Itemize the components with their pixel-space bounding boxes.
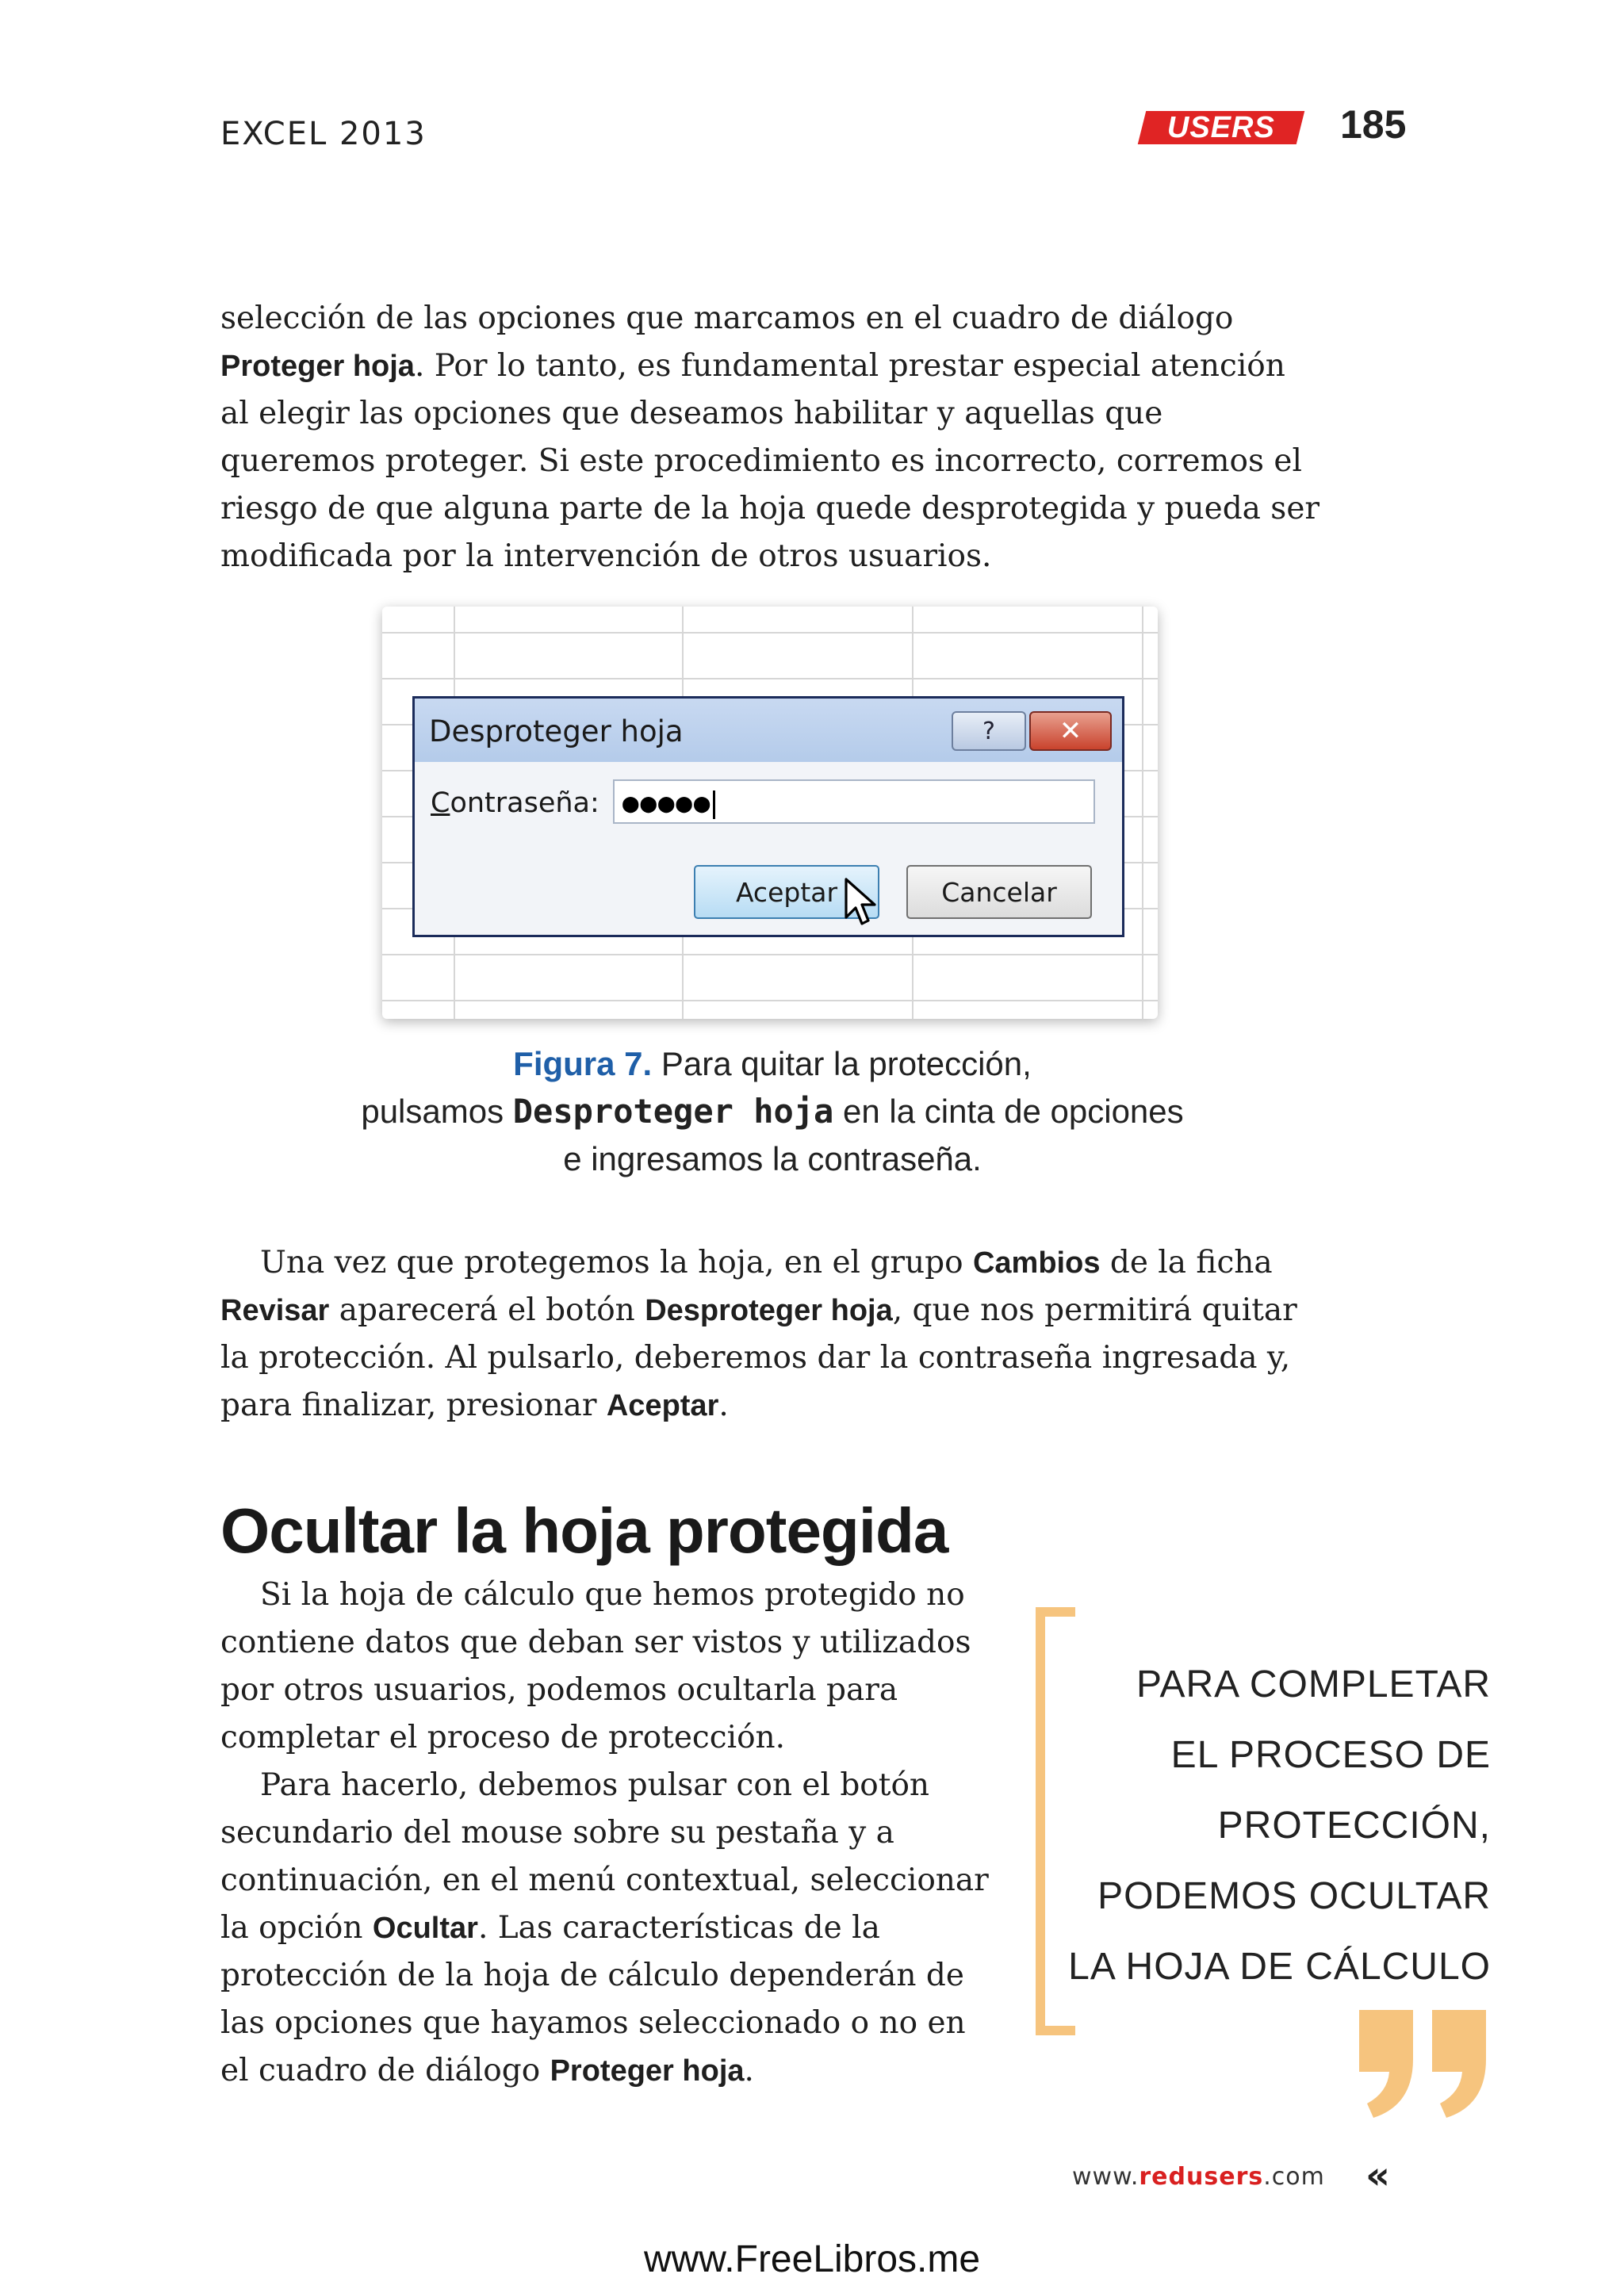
text-run: . (718, 1388, 729, 1423)
brand-logo (1138, 111, 1304, 144)
dialog-title: Desproteger hoja (429, 714, 684, 748)
term-ocultar: Ocultar (372, 1912, 478, 1945)
closing-quote-icon (1356, 2010, 1491, 2121)
text-run: en la cinta de opciones (833, 1093, 1184, 1130)
text-run: de la ficha (1100, 1245, 1273, 1280)
term-aceptar: Aceptar (606, 1389, 719, 1422)
text-run: Para hacerlo, debemos pulsar con el botón secundario del mouse sobre su pestaña y a continuación, en el menú contextual, seleccionar la opción (220, 1767, 989, 1946)
term-desproteger-hoja: Desproteger hoja (645, 1294, 893, 1327)
text-run: Una vez que protegemos la hoja, en el grupo (260, 1245, 973, 1280)
body-paragraph-1 (220, 295, 1323, 580)
accept-button[interactable]: Aceptar (694, 865, 879, 919)
chevron-left-icon: « (1365, 2153, 1391, 2198)
term-cambios: Cambios (972, 1246, 1101, 1280)
text-run: . Por lo tanto, es fundamental prestar especial atención al elegir las opciones que deseamos habilitar y aquellas que queremos proteger. Si este procedimiento es incorrecto, corremos el riesgo de que alguna parte de la hoja quede desprotegida y pueda ser modificada por la intervención de otros usuarios. (220, 348, 1320, 574)
password-value: ●●●●● (622, 787, 712, 819)
text-run: Para quitar la protección, (652, 1045, 1032, 1082)
text-run: . (744, 2053, 754, 2088)
text-run: Si la hoja de cálculo que hemos protegido no contiene datos que deban ser vistos y utilizados por otros usuarios, podemos ocultarla para completar el proceso de protección. (220, 1577, 971, 1755)
page-number: 185 (1340, 102, 1407, 147)
figure-label: Figura 7. (513, 1045, 653, 1082)
term-revisar: Revisar (220, 1294, 330, 1327)
text-run: users (1186, 2163, 1264, 2191)
text-run: red (1139, 2163, 1187, 2191)
footer-url (1072, 2163, 1325, 2191)
term-proteger-hoja: Proteger hoja (550, 2054, 745, 2088)
pull-quote-line: EL PROCESO DE (1170, 1734, 1491, 1776)
term-desproteger-hoja: Desproteger hoja (512, 1092, 834, 1131)
pull-quote (1063, 1649, 1491, 2002)
arrow-cursor-icon (845, 878, 879, 930)
figure-caption (270, 1040, 1275, 1183)
pull-quote-line: LA HOJA DE CÁLCULO (1068, 1946, 1491, 1988)
dialog-titlebar (415, 699, 1122, 762)
close-button[interactable]: ✕ (1029, 711, 1112, 751)
text-run: www. (1072, 2163, 1139, 2191)
text-caret (713, 790, 715, 819)
password-field[interactable] (613, 779, 1095, 824)
text-run: , que nos permitirá quitar la protección. Al pulsarlo, deberemos dar la contraseña ingresada y, para finalizar, presionar (220, 1292, 1297, 1423)
section-heading: Ocultar la hoja protegida (220, 1495, 948, 1566)
text-run: aparecerá el botón (329, 1292, 645, 1328)
text-run: . Las características de la protección de la hoja de cálculo dependerán de las opciones que hayamos seleccionado o no en el cuadro de diálogo (220, 1910, 966, 2088)
dialog-body (415, 762, 1122, 935)
cancel-button[interactable]: Cancelar (906, 865, 1092, 919)
body-paragraph-2 (220, 1239, 1323, 1430)
pull-quote-line: PROTECCIÓN, (1217, 1805, 1491, 1847)
body-paragraph-3 (220, 1571, 998, 2095)
password-label: Contraseña: (431, 787, 599, 819)
watermark: www.FreeLibros.me (643, 2238, 981, 2280)
running-title: EXCEL 2013 (220, 116, 427, 152)
text-run: .com (1263, 2163, 1325, 2191)
help-button[interactable]: ? (952, 711, 1026, 751)
text-run: pulsamos (361, 1093, 513, 1130)
text-run: e ingresamos la contraseña. (563, 1140, 982, 1177)
unprotect-sheet-dialog (412, 696, 1124, 937)
text-run: selección de las opciones que marcamos en el cuadro de diálogo (220, 301, 1234, 336)
pull-quote-line: PODEMOS OCULTAR (1097, 1875, 1491, 1917)
pull-quote-line: PARA COMPLETAR (1136, 1663, 1491, 1705)
brand-logo-text: USERS (1167, 110, 1275, 144)
term-proteger-hoja: Proteger hoja (220, 350, 415, 383)
